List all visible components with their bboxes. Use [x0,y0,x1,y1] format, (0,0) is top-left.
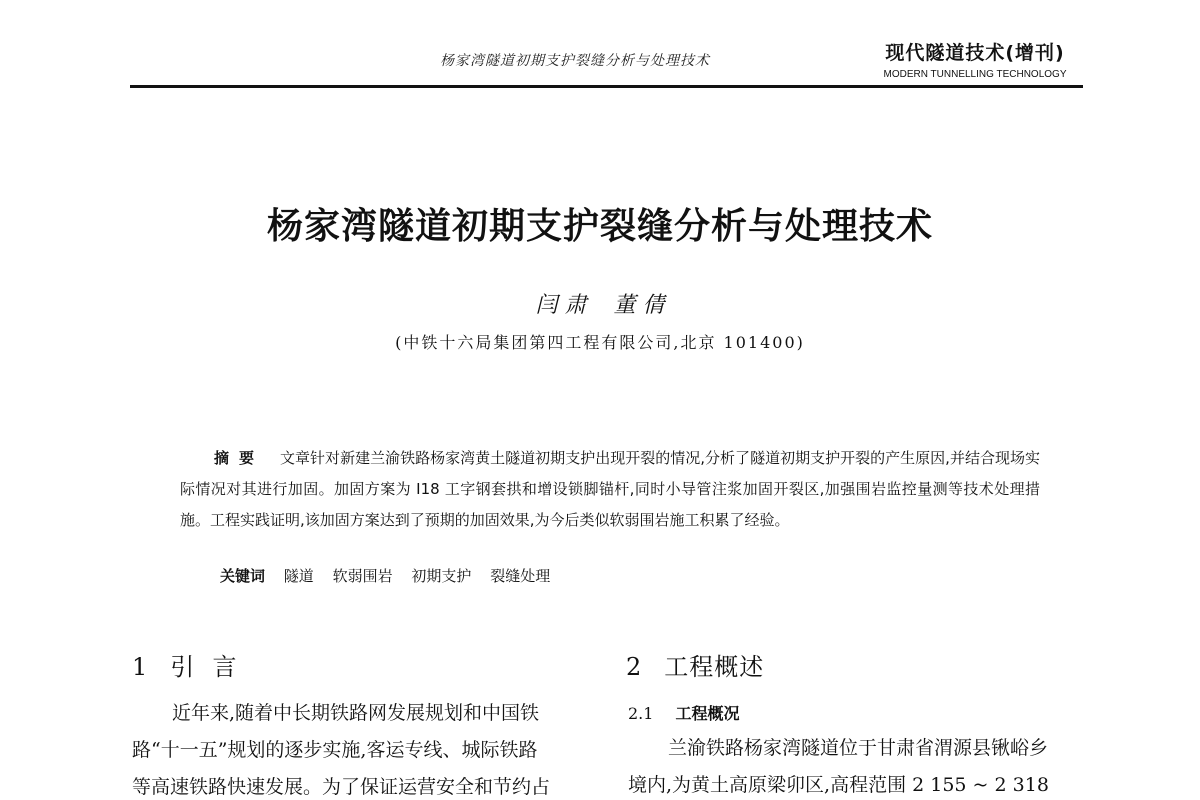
section-title: 引 言 [170,653,238,681]
journal-masthead [868,38,1082,80]
subsection-number: 2.1 [628,704,654,723]
introduction-paragraph [132,695,588,800]
abstract-block [180,443,1040,536]
running-title: 杨家湾隧道初期支护裂缝分析与处理技术 [440,53,710,69]
header-rule [130,85,1083,88]
subsection-heading [628,701,739,724]
subsection-title: 工程概况 [675,704,740,723]
section-number: 1 [132,653,149,681]
overview-paragraph [628,730,1088,800]
abstract-text: 文章针对新建兰渝铁路杨家湾黄土隧道初期支护出现开裂的情况,分析了隧道初期支护开裂的产生原因,并结合现场实际情况对其进行加固。加固方案为 I18 工字钢套拱和增设锁脚锚杆,同时小导管注浆加固开裂区,加强围岩监控量测等技术处理措施。工程实践证明,该加固方案达到了预期的加固效果,为今后类似软弱围岩施工积累了经验。 [180,449,1040,529]
affiliation: (中铁十六局集团第四工程有限公司,北京 101400) [395,333,805,352]
text-line: 路“十一五”规划的逐步实施,客运专线、城际铁路 [132,739,538,761]
author-name: 董 倩 [613,293,665,318]
text-line: 兰渝铁路杨家湾隧道位于甘肃省渭源县锹峪乡 [668,737,1049,759]
text-line: 等高速铁路快速发展。为了保证运营安全和节约占 [132,776,551,798]
keyword: 裂缝处理 [490,567,551,585]
author-list [0,288,1200,319]
section-heading-introduction [132,647,238,682]
section-title: 工程概述 [664,653,765,681]
keyword: 初期支护 [411,567,472,585]
keyword: 软弱围岩 [332,567,393,585]
keyword: 隧道 [283,567,314,585]
journal-name-cn: 现代隧道技术(增刊) [885,42,1065,64]
abstract-label: 摘要 [214,449,265,467]
article-title: 杨家湾隧道初期支护裂缝分析与处理技术 [266,205,933,247]
keywords-label: 关键词 [220,567,266,585]
journal-name-en: MODERN TUNNELLING TECHNOLOGY [883,69,1067,80]
text-line: 境内,为黄土高原梁卯区,高程范围 2 155 ~ 2 318 [628,774,1049,796]
text-line: 近年来,随着中长期铁路网发展规划和中国铁 [172,702,540,724]
author-name: 闫 肃 [535,293,587,318]
section-number: 2 [626,653,643,681]
section-heading-overview [626,647,764,682]
keywords-block [220,565,564,586]
